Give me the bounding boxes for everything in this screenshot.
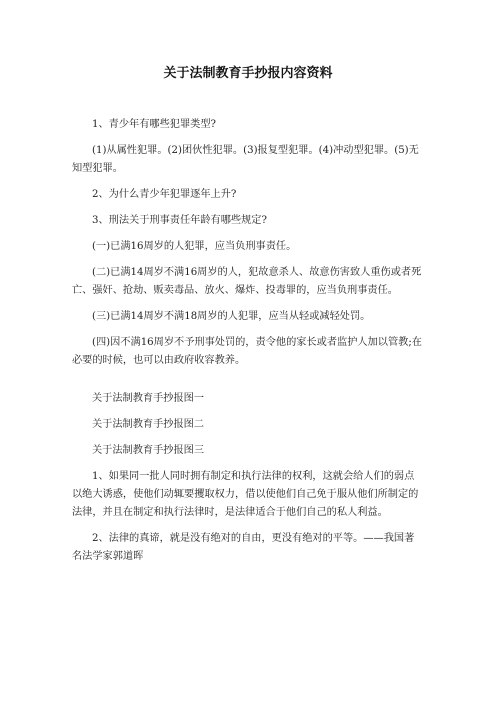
paragraph-5: (一)已满16周岁的人犯罪，应当负刑事责任。 [92,241,297,252]
paragraph-2: (1)从属性犯罪。(2)团伙性犯罪。(3)报复型犯罪。(4)冲动型犯罪。(5)无知型犯罪。 [72,145,419,174]
quote-paragraph-1: 1、如果同一批人同时拥有制定和执行法律的权利，这就会给人们的弱点以绝大诱惑，使他们动辄要攫取权力，借以使他们自己免于服从他们所制定的法律，并且在制定和执行法律时，是法律适合于他们自己的私人利益。 [72,471,419,518]
quote-paragraph-2: 2、法律的真谛，就是没有绝对的自由，更没有绝对的平等。——我国著名法学家郭道晖 [72,533,415,562]
paragraph-7: (三)已满14周岁不满18周岁的人犯罪，应当从轻或减轻处罚。 [92,311,371,322]
paragraph-6: (二)已满14周岁不满16周岁的人，犯故意杀人、故意伤害致人重伤或者死亡、强奸、抢劫、贩卖毒品、放火、爆炸、投毒罪的，应当负刑事责任。 [72,267,422,296]
document-title: 关于法制教育手抄报内容资料 [163,66,333,81]
paragraph-4: 3、刑法关于刑事责任年龄有哪些规定? [92,215,267,226]
section-spacer [72,378,424,390]
image-caption-1: 关于法制教育手抄报图一 [92,393,205,404]
document-body [72,116,424,566]
image-caption-2: 关于法制教育手抄报图二 [92,419,205,430]
paragraph-1: 1、青少年有哪些犯罪类型? [92,119,217,130]
image-caption-3: 关于法制教育手抄报图三 [92,445,205,456]
paragraph-8: (四)因不满16周岁不予刑事处罚的，责令他的家长或者监护人加以管教;在必要的时候，也可以由政府收容教养。 [72,337,422,366]
paragraph-3: 2、为什么青少年犯罪逐年上升? [92,189,237,200]
